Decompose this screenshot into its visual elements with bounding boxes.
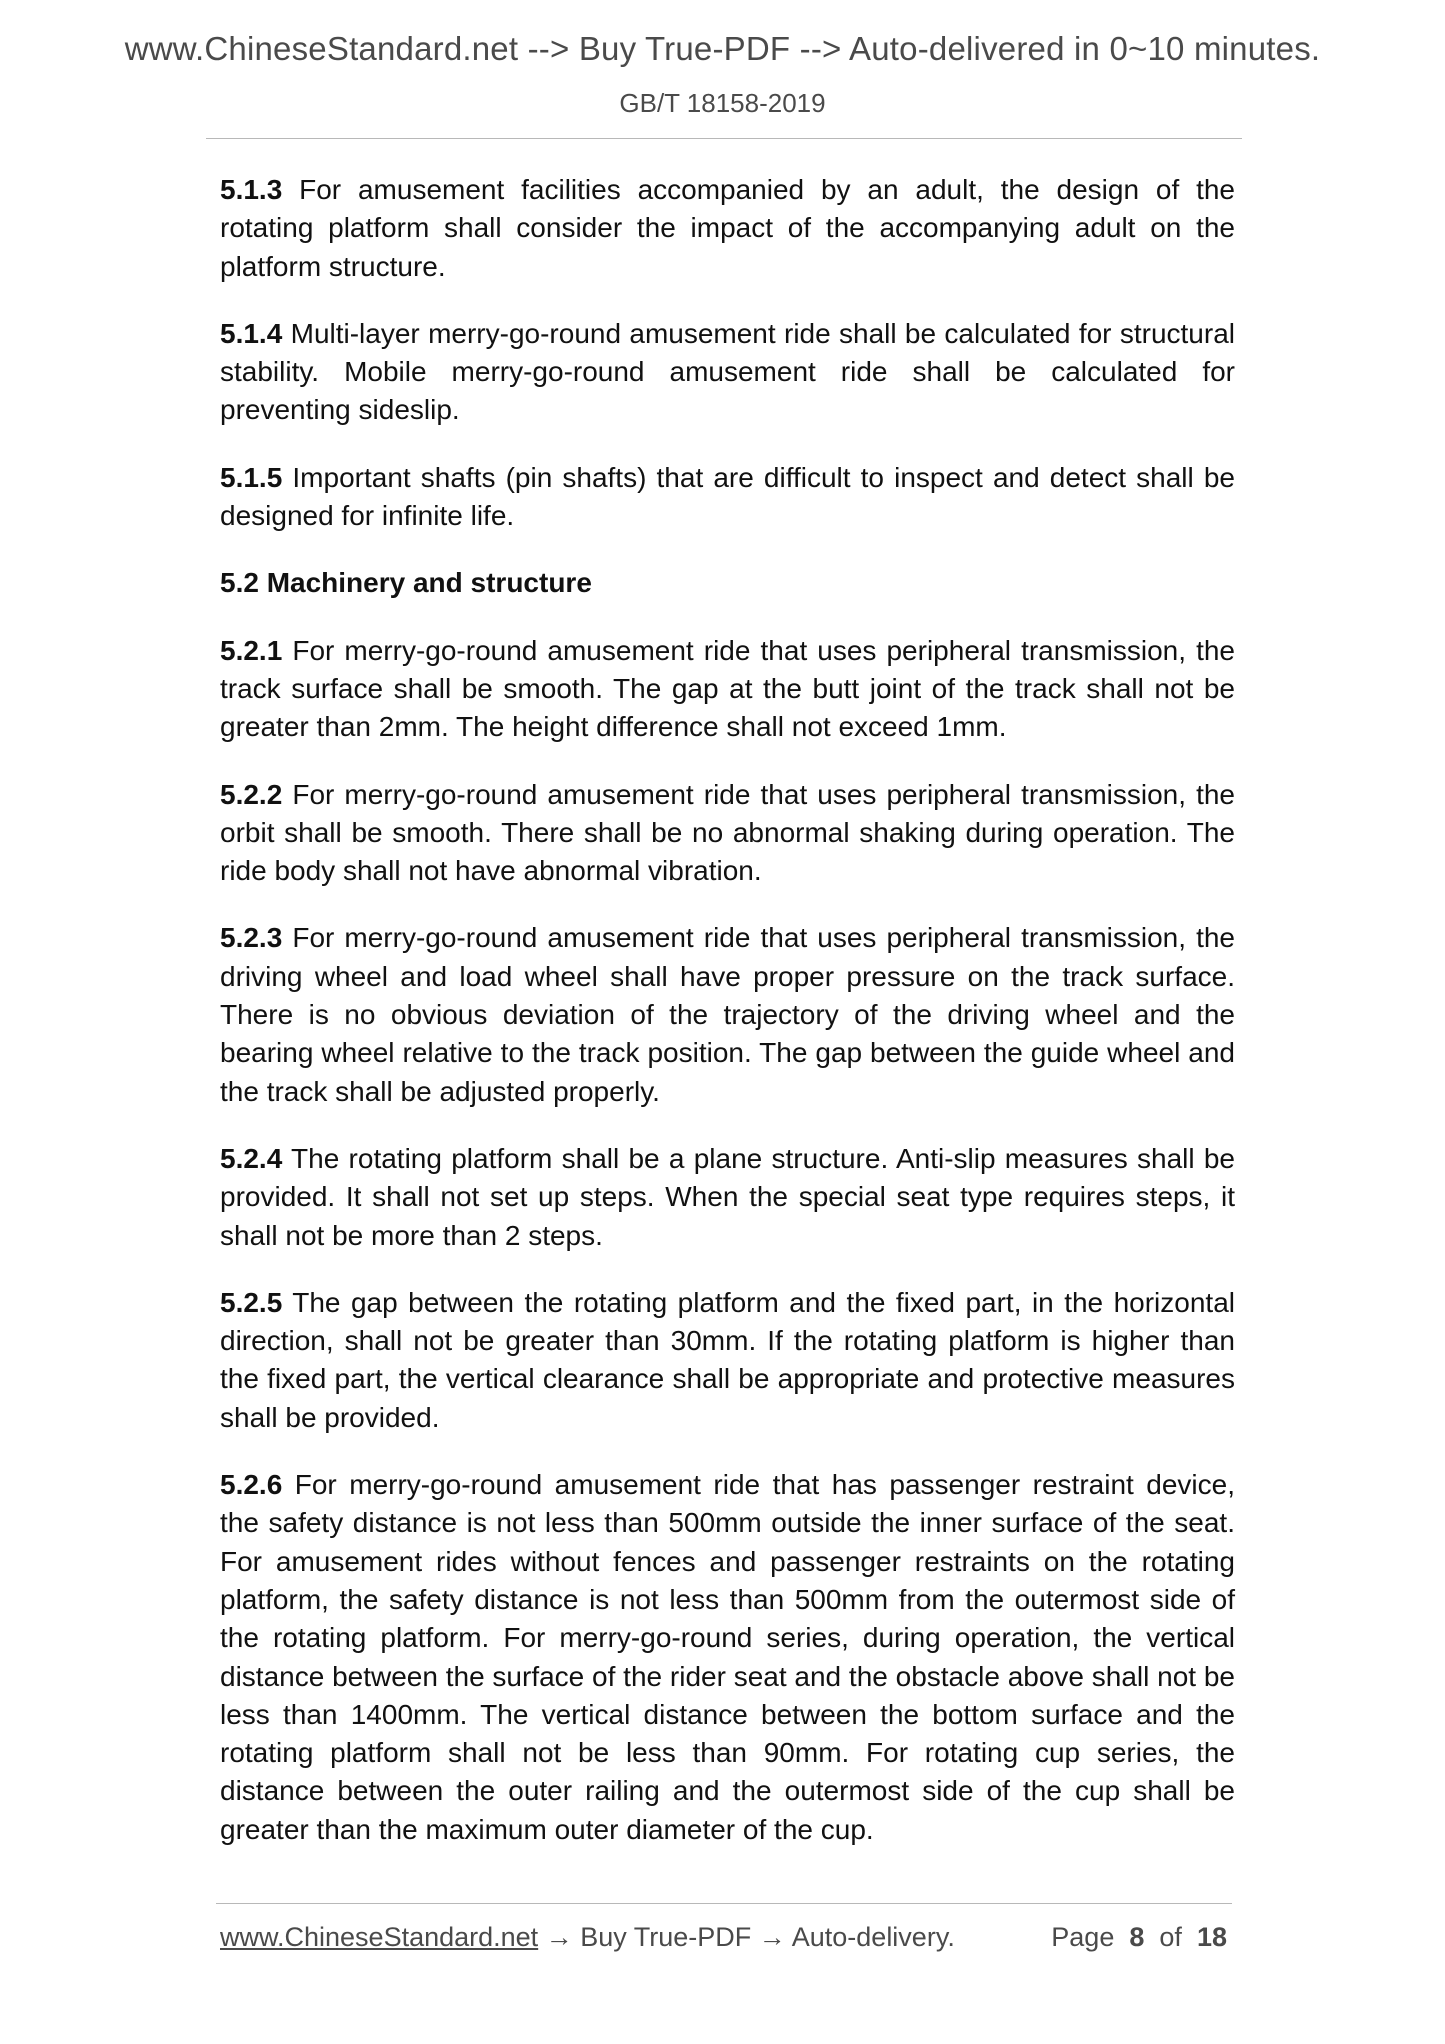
header-divider <box>206 138 1242 139</box>
clause-text: For merry-go-round amusement ride that has passenger restraint device, the safety distance is not less than 500mm outside the inner surface of the seat. For amusement rides without fences and passenger restraints on the rotating platform, the safety distance is not less than 500mm from the outermost side of the rotating platform. For merry-go-round series, during operation, the vertical distance between the surface of the rider seat and the obstacle above shall not be less than 1400mm. The vertical distance between the bottom surface and the rotating platform shall not be less than 90mm. For rotating cup series, the distance between the outer railing and the outermost side of the cup shall be greater than the maximum outer diameter of the cup. <box>220 1469 1235 1845</box>
page-body <box>220 171 1235 1878</box>
clause-number: 5.1.4 <box>220 317 283 349</box>
clause-5-2-4 <box>220 1140 1235 1255</box>
clause-text: For merry-go-round amusement ride that uses peripheral transmission, the track surface shall be smooth. The gap at the butt joint of the track shall not be greater than 2mm. The height difference shall not exceed 1mm. <box>220 634 1235 743</box>
clause-number: 5.2.1 <box>220 634 283 666</box>
clause-5-1-3 <box>220 171 1235 286</box>
page-current: 8 <box>1129 1922 1145 1952</box>
page-of-label: of <box>1159 1922 1182 1952</box>
clause-5-2-2 <box>220 776 1235 891</box>
top-banner[interactable]: www.ChineseStandard.net --> Buy True-PDF --> Auto-delivered in 0~10 minutes. <box>124 30 1321 67</box>
clause-5-1-4 <box>220 315 1235 430</box>
footer-site-link[interactable]: www.ChineseStandard.net <box>220 1922 539 1952</box>
clause-text: The rotating platform shall be a plane structure. Anti-slip measures shall be provided. It shall not set up steps. When the special seat type requires steps, it shall not be more than 2 steps. <box>220 1142 1235 1251</box>
clause-5-2-3 <box>220 919 1235 1110</box>
footer-tagline: → Buy True-PDF → Auto-delivery. <box>538 1922 955 1952</box>
page-indicator <box>1051 1922 1227 1953</box>
clause-5-1-5 <box>220 459 1235 536</box>
clause-text: Important shafts (pin shafts) that are difficult to inspect and detect shall be designed for infinite life. <box>220 461 1235 532</box>
clause-5-2-1 <box>220 632 1235 747</box>
clause-text: For merry-go-round amusement ride that uses peripheral transmission, the orbit shall be smooth. There shall be no abnormal shaking during operation. The ride body shall not have abnormal vibration. <box>220 778 1235 887</box>
standard-code: GB/T 18158-2019 <box>619 88 826 118</box>
clause-text: The gap between the rotating platform and the fixed part, in the horizontal direction, shall not be greater than 30mm. If the rotating platform is higher than the fixed part, the vertical clearance shall be appropriate and protective measures shall be provided. <box>220 1286 1235 1433</box>
section-heading-5-2: 5.2 Machinery and structure <box>220 567 592 599</box>
clause-number: 5.2.4 <box>220 1142 283 1174</box>
footer-link-group <box>220 1922 955 1953</box>
clause-number: 5.2.5 <box>220 1286 283 1318</box>
footer-divider <box>216 1903 1232 1904</box>
clause-number: 5.1.3 <box>220 174 283 205</box>
clause-text: For amusement facilities accompanied by an adult, the design of the rotating platform shall consider the impact of the accompanying adult on the platform structure. <box>220 174 1235 282</box>
clause-number: 5.2.2 <box>220 778 283 810</box>
clause-number: 5.2.3 <box>220 922 283 954</box>
clause-number: 5.2.6 <box>220 1469 283 1501</box>
clause-text: Multi-layer merry-go-round amusement ride shall be calculated for structural stability. Mobile merry-go-round amusement ride shall be calculated for preventing sideslip. <box>220 317 1235 426</box>
clause-5-2-5 <box>220 1284 1235 1437</box>
clause-5-2-6 <box>220 1466 1235 1849</box>
page-label: Page <box>1051 1922 1115 1952</box>
clause-number: 5.1.5 <box>220 461 283 493</box>
clause-text: For merry-go-round amusement ride that uses peripheral transmission, the driving wheel and load wheel shall have proper pressure on the track surface. There is no obvious deviation of the trajectory of the driving wheel and the bearing wheel relative to the track position. The gap between the guide wheel and the track shall be adjusted properly. <box>220 922 1235 1107</box>
page-total: 18 <box>1196 1922 1227 1952</box>
